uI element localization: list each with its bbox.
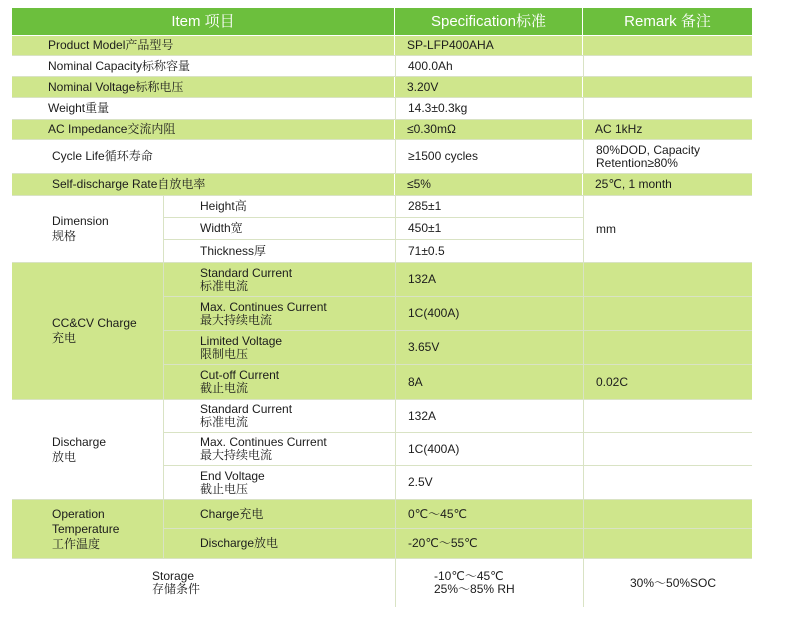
sub-item (164, 400, 395, 433)
sub-item-line: End Voltage (200, 468, 265, 483)
spec-cell: 285±1 (396, 196, 583, 218)
sub-item (164, 263, 395, 297)
remark-cell (584, 297, 752, 331)
table-row (12, 98, 752, 120)
sub-items (163, 263, 395, 399)
remark-cell (583, 56, 752, 76)
sub-item-line: 最大持续电流 (200, 448, 273, 462)
sub-remarks (583, 400, 752, 499)
operation-temperature-group (12, 500, 752, 559)
item-cell: Cycle Life循环寿命 (12, 140, 395, 173)
spec-line: 25%～85% RH (434, 582, 515, 596)
spec-cell: 0℃～45℃ (396, 500, 583, 529)
item-cell: Nominal Capacity标称容量 (12, 56, 395, 76)
sub-item-line: 截止电流 (200, 381, 249, 395)
sub-item-line: Standard Current (200, 265, 293, 280)
item-cell (12, 559, 395, 607)
spec-cell: 132A (396, 400, 583, 433)
item-line: Storage (152, 569, 195, 583)
spec-cell: ≤5% (395, 174, 583, 195)
spec-table (12, 8, 752, 607)
dimension-group (12, 196, 752, 263)
table-row (12, 140, 752, 174)
sub-remarks (583, 196, 752, 262)
remark-cell (584, 466, 752, 499)
sub-remarks (583, 263, 752, 399)
sub-specs (395, 196, 583, 262)
table-row (12, 56, 752, 77)
remark-cell: 30%～50%SOC (583, 559, 752, 607)
table-header (12, 8, 752, 36)
item-cell: AC Impedance交流内阻 (12, 120, 395, 139)
remark-cell: AC 1kHz (595, 122, 643, 136)
sub-item-line: 限制电压 (200, 346, 249, 361)
sub-item: Charge充电 (164, 500, 395, 529)
remark-cell: 25℃, 1 month (595, 177, 672, 191)
sub-specs (395, 500, 583, 558)
remark-cell (584, 433, 752, 466)
spec-cell: 3.20V (395, 77, 583, 97)
spec-cell: 400.0Ah (395, 56, 583, 76)
sub-item: Width宽 (164, 218, 395, 240)
sub-item: Thickness厚 (200, 243, 267, 258)
spec-line: -10℃～45℃ (434, 569, 504, 583)
spec-cell: 8A (408, 374, 423, 389)
item-cell: Nominal Voltage标称电压 (12, 77, 395, 97)
header-spec: Specification标准 (395, 8, 583, 35)
group-label-line: Dimension (52, 214, 109, 228)
sub-item (164, 466, 395, 499)
group-label-line: Discharge (52, 434, 107, 449)
sub-item (164, 365, 395, 399)
sub-specs (395, 263, 583, 399)
spec-cell (395, 559, 583, 607)
group-label-line: 充电 (52, 331, 77, 345)
sub-item-line: 最大持续电流 (200, 312, 273, 327)
item-cell: Product Model产品型号 (12, 36, 395, 55)
table-row (12, 77, 752, 98)
spec-cell: ≥1500 cycles (395, 140, 583, 173)
remark-cell (584, 500, 752, 529)
group-label-line: 规格 (52, 229, 77, 243)
sub-item (164, 297, 395, 331)
charge-group (12, 263, 752, 400)
storage-row (12, 559, 752, 607)
spec-cell: 14.3±0.3kg (395, 98, 583, 119)
sub-items (163, 196, 395, 262)
sub-item-line: Cut-off Current (200, 368, 280, 382)
remark-cell (583, 77, 752, 97)
sub-item-line: Standard Current (200, 402, 293, 416)
sub-specs (395, 400, 583, 499)
sub-remarks (583, 500, 752, 558)
spec-cell: SP-LFP400AHA (395, 36, 583, 55)
sub-item-line: 标准电流 (200, 278, 249, 293)
spec-cell: ≤0.30mΩ (395, 120, 583, 139)
sub-item-line: Max. Continues Current (200, 435, 327, 449)
sub-item (164, 433, 395, 466)
group-label-line: Temperature (52, 521, 120, 536)
remark-cell (584, 400, 752, 433)
sub-item (164, 331, 395, 365)
item-cell: Weight重量 (12, 98, 395, 119)
sub-item: Discharge放电 (200, 536, 279, 550)
group-label-line: CC&CV Charge (52, 316, 137, 330)
group-label (12, 196, 163, 262)
spec-cell: 1C(400A) (396, 433, 583, 466)
spec-cell: 450±1 (396, 218, 583, 240)
group-label (12, 500, 163, 558)
group-label (12, 400, 163, 499)
spec-cell: 1C(400A) (396, 297, 583, 331)
group-label-line: 工作温度 (52, 536, 101, 551)
sub-items (163, 400, 395, 499)
header-item: Item 项目 (12, 8, 395, 35)
sub-item-line: 标准电流 (200, 415, 249, 429)
remark-cell (584, 331, 752, 365)
table-row (12, 120, 752, 140)
remark-cell (584, 263, 752, 297)
table-row (12, 174, 752, 196)
spec-cell: 3.65V (396, 331, 583, 365)
spec-cell: 132A (396, 263, 583, 297)
spec-cell: 71±0.5 (408, 243, 445, 258)
remark-line: Retention≥80% (596, 155, 678, 170)
remark-cell (583, 98, 752, 119)
remark-cell: 0.02C (596, 374, 629, 389)
spec-cell: 2.5V (408, 475, 433, 489)
remark-cell (583, 36, 752, 55)
group-label-line: 放电 (52, 449, 77, 464)
remark-cell: mm (596, 221, 616, 236)
sub-item-line: Max. Continues Current (200, 299, 327, 314)
group-label-line: Operation (52, 506, 105, 521)
header-remark: Remark 备注 (624, 13, 711, 30)
item-cell: Self-discharge Rate自放电率 (12, 174, 395, 195)
table-row (12, 36, 752, 56)
sub-items (163, 500, 395, 558)
remark-cell (583, 140, 752, 173)
remark-line: 80%DOD, Capacity (596, 142, 701, 157)
item-line: 存储条件 (152, 582, 201, 596)
spec-cell: -20℃～55℃ (408, 536, 478, 550)
sub-item-line: 截止电压 (200, 481, 249, 496)
discharge-group (12, 400, 752, 500)
sub-item-line: Limited Voltage (200, 333, 283, 348)
sub-item: Height高 (164, 196, 395, 218)
group-label (12, 263, 163, 399)
remark-cell (584, 529, 752, 558)
